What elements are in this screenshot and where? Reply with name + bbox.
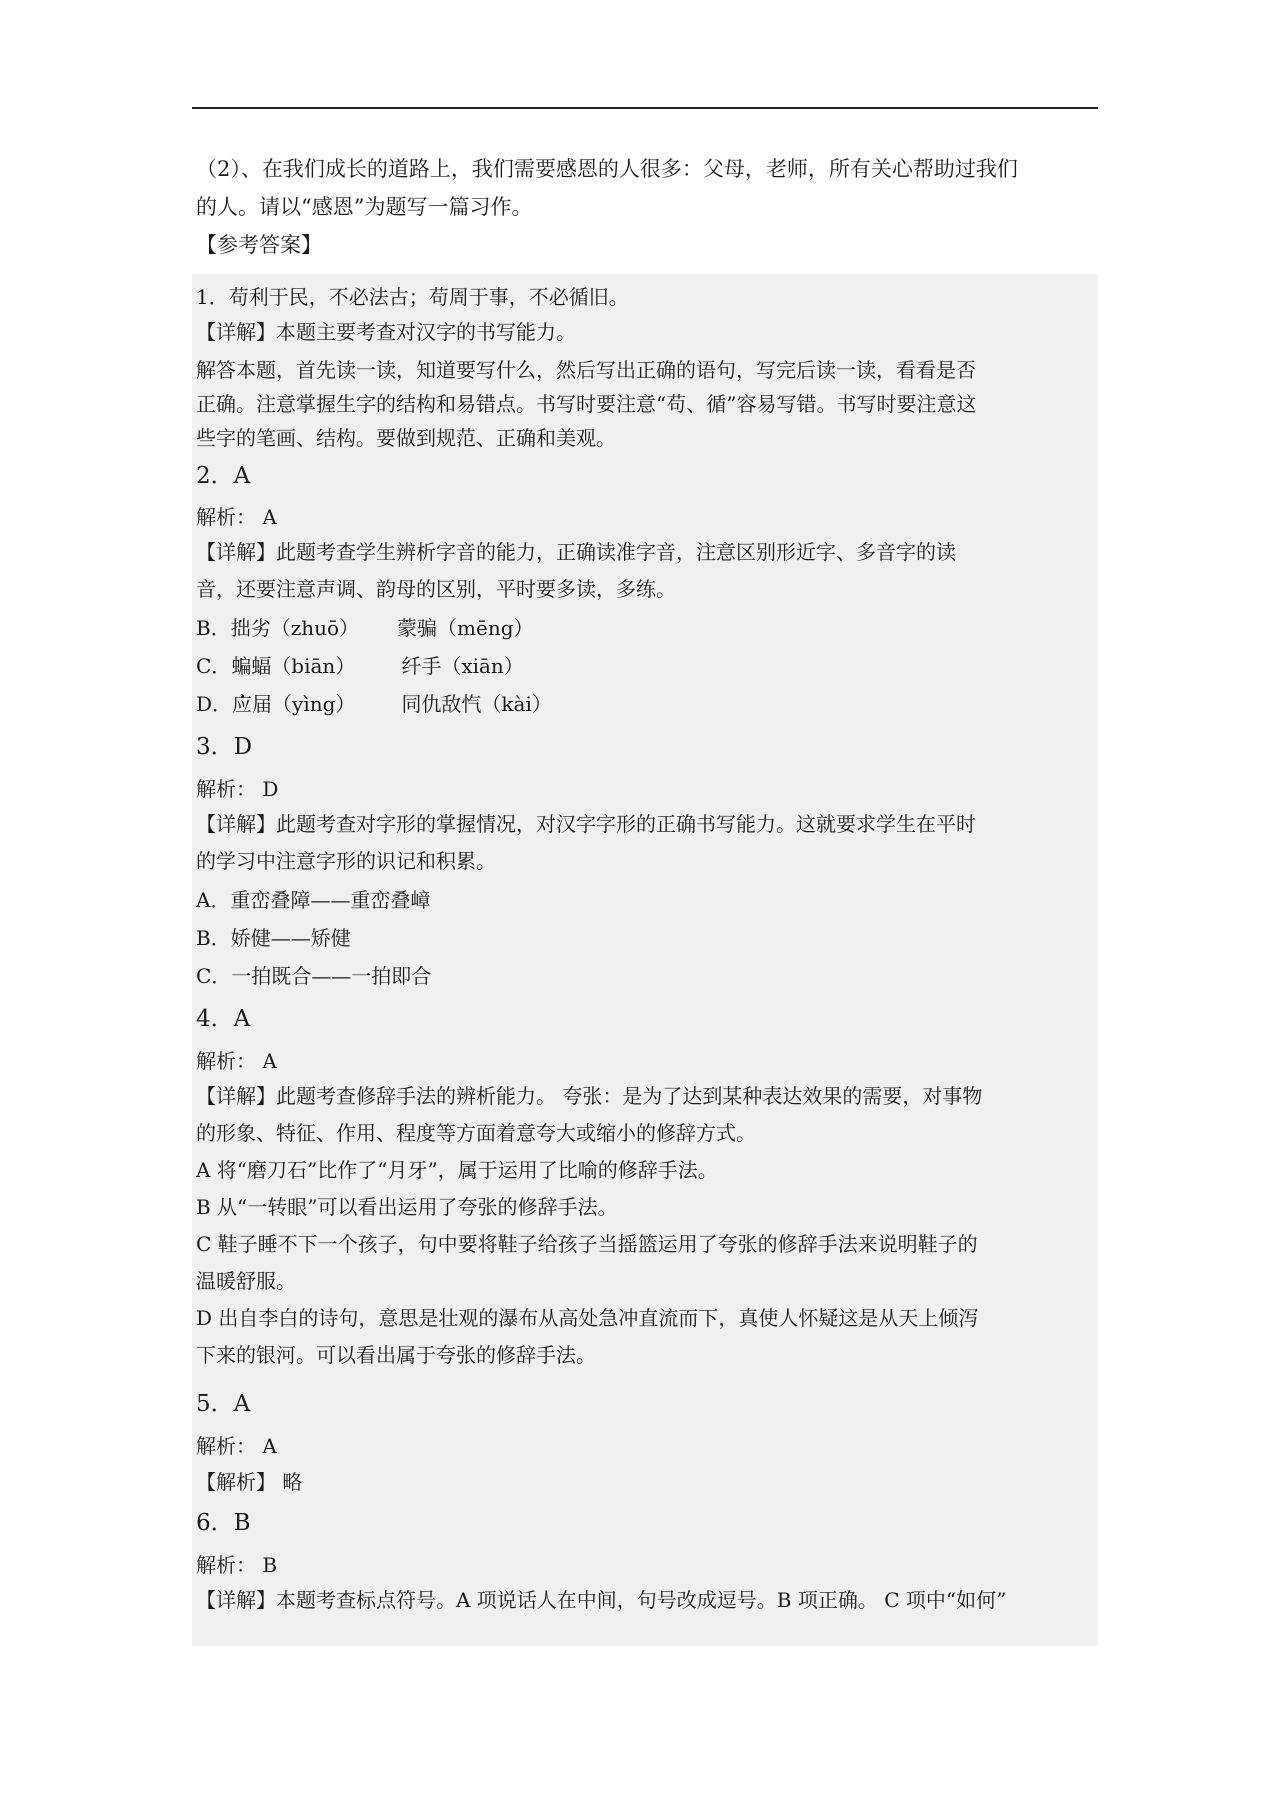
prompt-line: （2）、在我们成长的道路上，我们需要感恩的人很多：父母，老师，所有关心帮助过我们 <box>196 157 1018 181</box>
option-line: B．娇健——矫健 <box>196 926 351 950</box>
detail-line: 【详解】本题主要考查对汉字的书写能力。 <box>196 320 576 344</box>
option-line: A．重峦叠障——重峦叠嶂 <box>196 888 431 912</box>
detail-line: 音，还要注意声调、韵母的区别，平时要多读，多练。 <box>196 577 676 601</box>
option-line: D 出自李白的诗句，意思是壮观的瀑布从高处急冲直流而下，真使人怀疑这是从天上倾泻 <box>196 1306 979 1330</box>
analysis-line: 解析： B <box>196 1553 278 1577</box>
analysis-line: 解析： D <box>196 777 279 801</box>
analysis-line: 解析： A <box>196 1434 277 1458</box>
answer-line: 5．A <box>196 1391 251 1417</box>
answer-line: 1．苟利于民，不必法古；苟周于事，不必循旧。 <box>196 285 629 309</box>
option-line: 温暖舒服。 <box>196 1269 296 1293</box>
analysis-line: 解析： A <box>196 1049 277 1073</box>
detail-line: 的形象、特征、作用、程度等方面着意夸大或缩小的修辞方式。 <box>196 1121 756 1145</box>
detail-line: 的学习中注意字形的识记和积累。 <box>196 849 496 873</box>
option-d-line: D．应届（yìng） 同仇敌忾（kài） <box>196 692 552 716</box>
option-b-line: B．拙劣（zhuō） 蒙骗（mēng） <box>196 616 534 640</box>
detail-line: 【详解】此题考查学生辨析字音的能力，正确读准字音，注意区别形近字、多音字的读 <box>196 540 956 564</box>
reference-answer-heading: 【参考答案】 <box>196 233 322 257</box>
analysis-line: 解析： A <box>196 505 277 529</box>
explanation-line: 正确。注意掌握生字的结构和易错点。书写时要注意“苟、循”容易写错。书写时要注意这 <box>196 392 977 416</box>
option-line: C．一拍既合——一拍即合 <box>196 964 432 988</box>
header-rule <box>192 107 1098 109</box>
option-line: C 鞋子睡不下一个孩子，句中要将鞋子给孩子当摇篮运用了夸张的修辞手法来说明鞋子的 <box>196 1232 978 1256</box>
option-line: 下来的银河。可以看出属于夸张的修辞手法。 <box>196 1343 596 1367</box>
prompt-line: 的人。请以“感恩”为题写一篇习作。 <box>196 195 533 219</box>
explanation-line: 解答本题，首先读一读，知道要写什么，然后写出正确的语句，写完后读一读，看看是否 <box>196 358 976 382</box>
answer-line: 2．A <box>196 463 251 489</box>
option-line: A 将“磨刀石”比作了“月牙”，属于运用了比喻的修辞手法。 <box>196 1158 718 1182</box>
option-c-line: C．蝙蝠（biān） 纤手（xiān） <box>196 654 524 678</box>
explanation-line: 些字的笔画、结构。要做到规范、正确和美观。 <box>196 426 616 450</box>
detail-line: 【详解】此题考查修辞手法的辨析能力。 夸张：是为了达到某种表达效果的需要，对事物 <box>196 1084 983 1108</box>
answer-line: 6．B <box>196 1510 251 1536</box>
detail-line: 【详解】本题考查标点符号。A 项说话人在中间，句号改成逗号。B 项正确。 C 项中“如何” <box>196 1588 1007 1612</box>
essay-prompt <box>196 150 1096 264</box>
answer-line: 3．D <box>196 734 253 760</box>
detail-line: 【详解】此题考查对字形的掌握情况，对汉字字形的正确书写能力。这就要求学生在平时 <box>196 812 976 836</box>
answer-line: 4．A <box>196 1006 251 1032</box>
option-line: B 从“一转眼”可以看出运用了夸张的修辞手法。 <box>196 1195 618 1219</box>
detail-line: 【解析】 略 <box>196 1470 303 1494</box>
answer-panel <box>192 274 1098 1646</box>
